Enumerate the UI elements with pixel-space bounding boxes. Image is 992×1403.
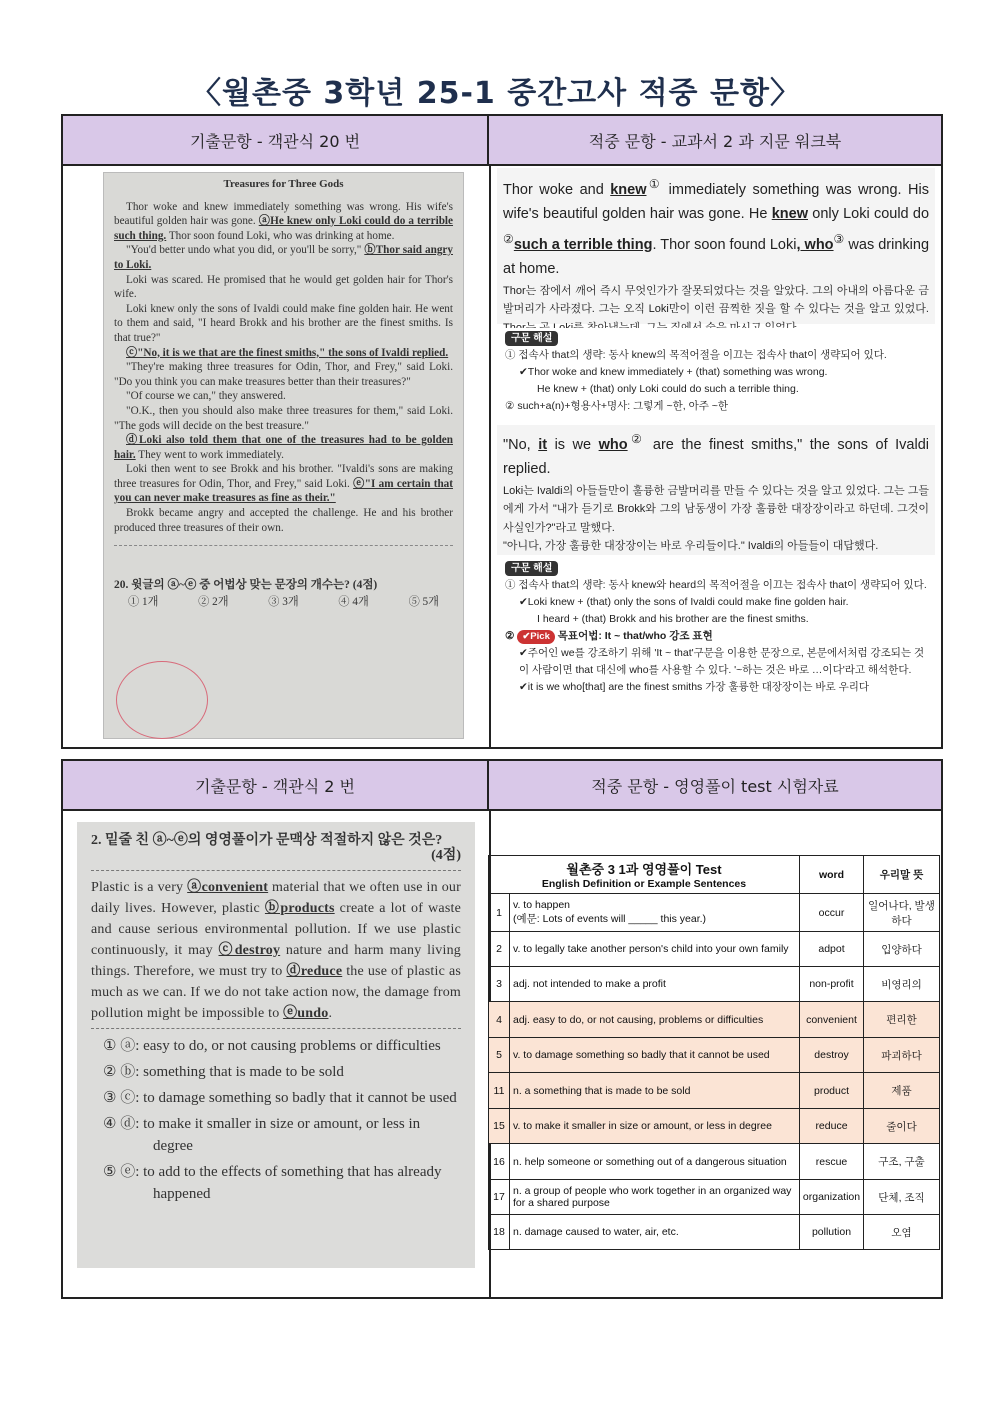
grammar-pick-line: ② ✔Pick 목표어법: It ~ that/who 강조 표현 [505,630,713,642]
row-meaning: 구조, 구출 [864,1144,940,1180]
row-word: occur [800,894,864,932]
option-1: ① ⓐ: easy to do, or not causing problems or difficulties [103,1038,441,1054]
page-title: 〈월촌중 3학년 25-1 중간고사 적중 문항〉 [191,76,801,111]
row-definition: adj. easy to do, or not causing, problems or difficulties [510,1002,800,1038]
row-number: 11 [489,1073,510,1109]
question-text: 20. 윗글의 ⓐ~ⓔ 중 어법상 맞는 문장의 개수는? (4점) [114,579,378,592]
row-word: convenient [800,1002,864,1038]
row-definition: adj. not intended to make a profit [510,967,800,1002]
exam-scan-question-2 [77,822,475,1268]
table-row [489,1038,940,1073]
passage-paragraph: Plastic is a very ⓐconvenient material that we often use in our daily lives. However, plastic ⓑproducts create a lot of waste and cause serious environmental pollution. If we use plastic continuously, it may ⓒdestroy nature and harm many living things. Therefore, we must try to ⓓreduce the use of plastic as much as we can. If we do not take action now, the damage from pollution might be impossible to ⓔundo. [91,880,462,1021]
row-meaning: 단체, 조직 [864,1180,940,1215]
grammar-note-box-1 [497,328,935,422]
row-meaning: 오염 [864,1215,940,1250]
table-row [489,1002,940,1038]
workbook-korean-2: Loki는 Ivaldi의 아들들만이 훌륭한 금발머리를 만들 수 있다는 것을 알고 있었다. 그는 그들에게 가서 "내가 듣기로 Brokk와 그의 남동생이 가장 훌륭한 대장장이라고 하던데. 그것이 사실인가?"라고 말했다. [503,484,929,534]
grammar-note-line: I heard + (that) Brokk and his brother are the finest smiths. [537,613,809,625]
column-divider [489,166,491,747]
passage-paragraph: Loki then went to see Brokk and his brother. "Ivaldi's sons are making three treasures for Odin, Thor, and Frey," said Loki. ⓔ"I am certain that you can never make treasures as fine as their." [114,463,453,505]
row-number: 3 [489,967,510,1002]
row-definition: v. to happen (예문: Lots of events will _____ this year.) [510,894,800,932]
row-definition: n. damage caused to water, air, etc. [510,1215,800,1250]
row-number: 16 [489,1144,510,1180]
row-meaning: 편리한 [864,1002,940,1038]
passage-paragraph: Loki was scared. He promised that he would get golden hair for Thor's wife. [114,273,453,301]
handwritten-circle-mark [116,661,208,739]
row-meaning: 입양하다 [864,932,940,967]
underlined-b: ⓑThor said angry to Loki. [114,244,453,271]
table-row [489,932,940,967]
option-4: ④ 4개 [338,595,369,608]
question-text: 2. 밑줄 친 ⓐ~ⓔ의 영영풀이가 문맥상 적절하지 않은 것은? [91,833,443,848]
row-definition: v. to damage something so badly that it cannot be used [510,1038,800,1073]
bottom-right-header: 적중 문항 - 영영풀이 test 시험자료 [489,761,941,811]
grammar-note-line: ✔it is we who[that] are the finest smiths 가장 훌륭한 대장장이는 바로 우리다 [519,681,870,693]
top-right-header: 적중 문항 - 교과서 2 과 지문 워크북 [489,116,941,166]
vocab-table-title: 월촌중 3 1과 영영풀이 Test [566,862,722,877]
table-row [489,1073,940,1109]
workbook-passage-2 [497,425,935,555]
row-meaning: 비영리의 [864,967,940,1002]
passage-paragraph: "O.K., then you should also make three treasures for them," said Loki. "The gods will decide on the best treasure." [114,404,453,432]
table-row [489,894,940,932]
row-word: destroy [800,1038,864,1073]
table-row [489,1180,940,1215]
passage-paragraph [114,346,453,361]
row-word: organization [800,1180,864,1215]
pick-badge: ✔Pick [517,630,555,644]
row-number: 15 [489,1109,510,1144]
vocab-test-table [488,855,940,1250]
workbook-english-2: "No, it is we who② are the finest smiths," the sons of Ivaldi replied. [503,432,929,478]
vocab-table-body [489,894,940,1250]
dashed-divider [91,1028,461,1029]
passage-paragraph: "They're making three treasures for Odin, Thor, and Frey," said Loki. "Do you think you can make treasures better than their treasures?" [114,361,453,388]
workbook-passage-1 [497,168,935,324]
row-definition: n. a something that is made to be sold [510,1073,800,1109]
vocab-table-title-cell [489,856,800,894]
passage-paragraph: Brokk became angry and accepted the challenge. He and his brother produced three treasures of their own. [114,507,453,534]
row-meaning: 파괴하다 [864,1038,940,1073]
passage-paragraph: ⓓLoki also told them that one of the treasures had to be golden hair. They went to work immediately. [114,434,453,461]
underlined-d: ⓓLoki also told them that one of the treasures had to be golden hair. [114,434,453,461]
grammar-note-line: He knew + (that) only Loki could do such a terrible thing. [537,383,799,395]
row-meaning: 제품 [864,1073,940,1109]
passage-paragraph: "You'd better undo what you did, or you'll be sorry," ⓑThor said angry to Loki. [114,244,453,271]
underlined-c: ⓒ"No, it is we that are the finest smiths," the sons of Ivaldi replied. [126,346,449,359]
underlined-e: ⓔ"I am certain that you can never make treasures as fine as their." [114,477,453,505]
row-number: 4 [489,1002,510,1038]
passage-paragraph: Loki knew only the sons of Ivaldi could make fine golden hair. He went to them and said, "I heard Brokk and his brother are the finest smiths. Is that true?" [114,302,453,344]
workbook-korean-3: "아니다, 가장 훌륭한 대장장이는 바로 우리들이다." Ivaldi의 아들들이 대답했다. [503,540,879,553]
row-number: 1 [489,894,510,932]
col-header-word: word [800,856,864,894]
workbook-korean-1: Thor는 잠에서 깨어 즉시 무엇인가가 잘못되었다는 것을 알았다. 그의 아내의 아름다운 금발머리가 사라졌다. 그는 오직 Loki만이 이런 끔찍한 짓을 할 수 있다는 것을 알고 있었다. [503,284,929,316]
question-points: (4점) [431,848,461,863]
passage-title: Treasures for Three Gods [223,178,344,190]
row-word: reduce [800,1109,864,1144]
table-row [489,1109,940,1144]
underlined-a: ⓐHe knew only Loki could do a terrible such thing. [114,215,454,242]
row-meaning: 줄이다 [864,1109,940,1144]
row-definition: v. to make it smaller in size or amount, or less in degree [510,1109,800,1144]
answer-options [114,593,453,610]
bottom-left-header: 기출문항 - 객관식 2 번 [63,761,489,811]
option-2: ② 2개 [198,595,229,608]
col-header-meaning: 우리말 뜻 [864,856,940,894]
passage-paragraph: Thor woke and knew immediately something was wrong. His wife's beautiful golden hair was gone. ⓐHe knew only Loki could do a terrible such thing. Thor soon found Loki, who was drinking at home. [114,200,454,242]
row-word: adpot [800,932,864,967]
option-5: ⑤ 5개 [408,595,439,608]
row-word: product [800,1073,864,1109]
grammar-note-tag: 구문 해설 [505,561,558,576]
grammar-note-line: ① 접속사 that의 생략: 동사 knew와 heard의 목적어절을 이끄는 접속사 that이 생략되어 있다. [505,579,927,591]
table-row [489,967,940,1002]
table-row [489,1215,940,1250]
grammar-note-line: ✔Loki knew + (that) only the sons of Ivaldi could make fine golden hair. [519,596,849,608]
row-word: pollution [800,1215,864,1250]
option-1: ① 1개 [128,595,159,608]
row-number: 5 [489,1038,510,1073]
row-meaning: 일어나다, 발생하다 [864,894,940,932]
workbook-english-1: Thor woke and knew① immediately something was wrong. His wife's beautiful golden hair was gone. He knew only Loki could do ②such a terrible thing. Thor soon found Loki, who③ was drinking at home. [503,177,930,278]
grammar-note-line: ✔Thor woke and knew immediately + (that) something was wrong. [519,366,828,378]
grammar-note-line: ② such+a(n)+형용사+명사: 그렇게 ~한, 아주 ~한 [505,400,729,412]
option-4: ④ ⓓ: to make it smaller in size or amount, or less in degree [103,1116,421,1154]
option-3: ③ ⓒ: to damage something so badly that it cannot be used [103,1090,457,1106]
top-left-header: 기출문항 - 객관식 20 번 [63,116,489,166]
grammar-note-line: ① 접속사 that의 생략: 동사 knew의 목적어절을 이끄는 접속사 that이 생략되어 있다. [505,349,887,361]
row-definition: n. a group of people who work together in an organized way for a shared purpose [510,1180,800,1215]
dashed-divider [114,545,453,546]
option-3: ③ 3개 [268,595,299,608]
row-number: 2 [489,932,510,967]
row-definition: n. help someone or something out of a dangerous situation [510,1144,800,1180]
grammar-note-line: ✔주어인 we를 강조하기 위해 'It ~ that'구문을 이용한 문장으로, 본문에서처럼 강조되는 것이 사람이면 that 대신에 who를 사용할 수 있다. '~하는 것은 바로 …이다'라고 해석한다. [519,647,925,676]
row-number: 18 [489,1215,510,1250]
row-definition: v. to legally take another person's child into your own family [510,932,800,967]
grammar-note-tag: 구문 해설 [505,331,558,346]
option-5: ⑤ ⓔ: to add to the effects of something that has already happened [103,1164,442,1202]
row-number: 17 [489,1180,510,1215]
option-2: ② ⓑ: something that is made to be sold [103,1064,344,1080]
vocab-table-subtitle: English Definition or Example Sentences [541,878,747,890]
exam-scan-question-20 [103,172,464,739]
table-row [489,1144,940,1180]
row-word: rescue [800,1144,864,1180]
row-word: non-profit [800,967,864,1002]
passage-paragraph: "Of course we can," they answered. [126,390,286,403]
dashed-divider [91,870,461,871]
grammar-note-box-2 [497,558,935,746]
